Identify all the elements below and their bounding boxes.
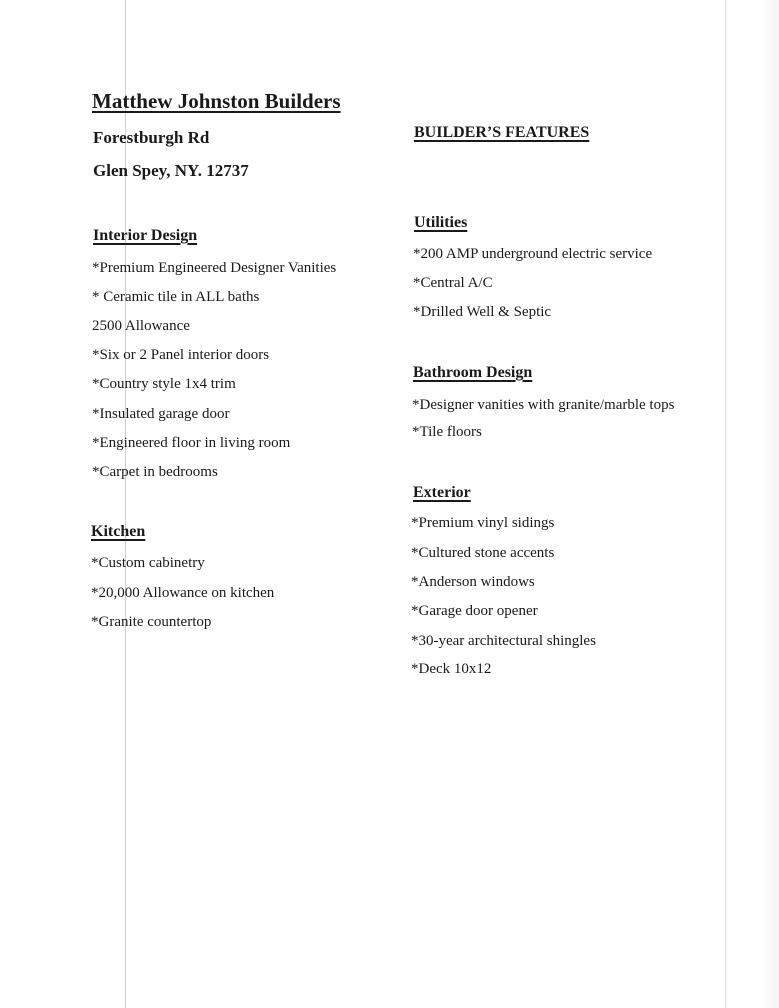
list-item: *Tile floors [412,424,482,440]
bathroom-design-heading: Bathroom Design [413,364,533,381]
list-item: *Custom cabinetry [91,555,205,571]
kitchen-heading: Kitchen [91,523,146,540]
list-item: 2500 Allowance [92,318,190,334]
address-street: Forestburgh Rd [93,128,210,147]
features-title: BUILDER’S FEATURES [414,124,590,141]
list-item: *Engineered floor in living room [92,435,291,451]
list-item: *Insulated garage door [92,406,230,422]
utilities-heading: Utilities [414,214,468,231]
scan-artifact-line [125,0,126,1008]
list-item: *20,000 Allowance on kitchen [91,585,275,601]
list-item: * Ceramic tile in ALL baths [92,289,260,305]
scan-artifact-edge [760,0,779,1008]
list-item: *Granite countertop [91,614,212,630]
list-item: *Deck 10x12 [411,661,492,677]
company-name: Matthew Johnston Builders [92,89,341,113]
list-item: *Garage door opener [411,603,538,619]
list-item: *Premium Engineered Designer Vanities [92,260,337,276]
address-city-state-zip: Glen Spey, NY. 12737 [93,161,249,180]
list-item: *Six or 2 Panel interior doors [92,347,270,363]
list-item: *Cultured stone accents [411,545,555,561]
list-item: *200 AMP underground electric service [413,246,653,262]
list-item: *Central A/C [413,275,493,291]
list-item: *Carpet in bedrooms [92,464,218,480]
scan-artifact-line [725,0,727,1008]
list-item: *Anderson windows [411,574,535,590]
list-item: *Premium vinyl sidings [411,515,555,531]
list-item: *30-year architectural shingles [411,633,596,649]
list-item: *Drilled Well & Septic [413,304,552,320]
list-item: *Country style 1x4 trim [92,376,236,392]
interior-design-heading: Interior Design [93,227,198,244]
list-item: *Designer vanities with granite/marble tops [412,397,675,413]
exterior-heading: Exterior [413,484,471,501]
